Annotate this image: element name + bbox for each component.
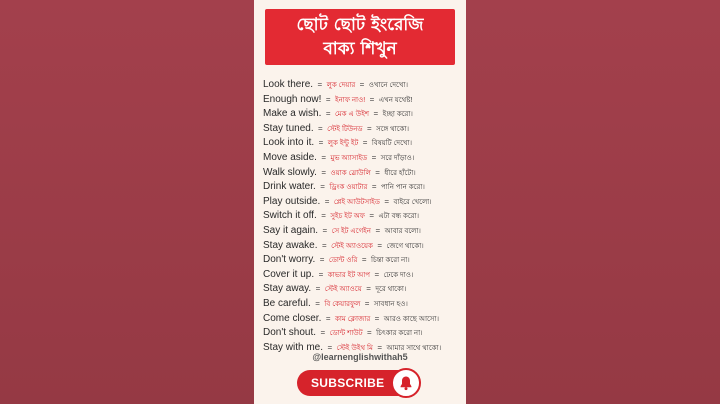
equals-sign: = (366, 284, 371, 294)
phrase-row (263, 149, 463, 164)
equals-sign: = (384, 196, 390, 206)
bengali-meaning: ইচ্ছা করো। (382, 111, 413, 119)
phrase-row (263, 193, 463, 208)
video-frame[interactable] (254, 0, 466, 404)
english-phrase: Look there. (263, 79, 314, 90)
equals-sign: = (318, 269, 324, 279)
english-phrase: Stay tuned. (263, 122, 314, 134)
pronunciation: কাভার ইট আপ (327, 271, 371, 279)
equals-sign: = (327, 342, 333, 352)
phrase-row (263, 178, 463, 193)
right-background-panel (466, 0, 720, 404)
english-phrase: Come closer. (263, 312, 322, 324)
equals-sign: = (373, 109, 379, 119)
equals-sign: = (315, 284, 321, 294)
phrase-row (263, 91, 463, 106)
equals-sign: = (324, 196, 330, 206)
title-banner (265, 9, 455, 65)
equals-sign: = (317, 80, 323, 89)
equals-sign: = (320, 182, 325, 192)
phrase-row (263, 134, 463, 149)
title-line-2: বাক্য শিখুন (323, 39, 397, 59)
english-phrase: Cover it up. (263, 268, 315, 280)
pronunciation: সুইচ ইট অফ (330, 213, 365, 221)
phrase-row (263, 237, 463, 252)
bell-icon (398, 375, 414, 391)
bengali-meaning: পানি পান করো। (380, 184, 425, 192)
pronunciation: স্টেই টিউনড (327, 125, 363, 133)
pronunciation: কাম ক্লোজার (334, 315, 371, 323)
english-phrase: Move aside. (263, 151, 317, 163)
equals-sign: = (364, 298, 370, 308)
bengali-meaning: ঢেকে দাও। (383, 271, 414, 279)
pronunciation: ডোন্ট শাউট (329, 330, 363, 338)
subscribe-label: SUBSCRIBE (311, 376, 385, 390)
pronunciation: ড্রিংক ওয়াটার (329, 184, 368, 192)
pronunciation: লুক দেয়ার (326, 82, 356, 89)
bengali-meaning: আরও কাছে আসো। (383, 315, 439, 323)
english-phrase: Make a wish. (263, 108, 322, 120)
notification-bell-button[interactable] (391, 368, 421, 398)
equals-sign: = (321, 240, 327, 250)
equals-sign: = (369, 94, 375, 104)
equals-sign: = (321, 167, 327, 177)
equals-sign: = (359, 80, 365, 89)
phrase-row (263, 164, 463, 179)
bengali-meaning: ধীরে হাঁটো। (384, 169, 416, 177)
phrase-row (263, 295, 463, 310)
equals-sign: = (377, 240, 383, 250)
equals-sign: = (325, 109, 331, 119)
pronunciation: স্টেই অ্যাওয়েক (331, 242, 373, 250)
bengali-meaning: বাইরে খেলো। (393, 198, 432, 206)
phrase-row (263, 222, 463, 237)
pronunciation: মুভ অ্যাসাইড (330, 154, 368, 162)
equals-sign: = (325, 94, 331, 104)
english-phrase: Don't shout. (263, 327, 317, 339)
bengali-meaning: সরে দাঁড়াও। (380, 154, 415, 162)
bengali-meaning: সঙ্গে থাকো। (376, 125, 409, 133)
equals-sign: = (320, 328, 326, 338)
bengali-meaning: এটা বন্ধ করো। (378, 213, 420, 221)
pronunciation: প্লেই আউটসাইড (333, 198, 380, 206)
equals-sign: = (318, 123, 323, 133)
equals-sign: = (319, 255, 325, 265)
english-phrase: Stay away. (263, 283, 312, 295)
phrase-row (263, 251, 463, 266)
equals-sign: = (371, 152, 377, 162)
bengali-meaning: এখন যথেষ্ট! (378, 96, 413, 104)
english-phrase: Don't worry. (263, 254, 316, 266)
equals-sign: = (375, 225, 381, 235)
english-phrase: Enough now! (263, 93, 322, 105)
phrase-row (263, 76, 463, 91)
pronunciation: বি কেয়ারফুল (324, 300, 361, 308)
pronunciation: ওয়াক স্লোউলি (330, 169, 371, 177)
english-phrase: Play outside. (263, 195, 321, 207)
equals-sign: = (374, 313, 380, 323)
pronunciation: ইনাফ নাও! (334, 96, 366, 104)
phrase-row (263, 207, 463, 222)
pronunciation: লুক ইন্টু ইট (327, 140, 359, 148)
english-phrase: Be careful. (263, 297, 311, 309)
pronunciation: স্টেই উইথ মি (336, 344, 373, 352)
equals-sign: = (321, 152, 327, 162)
equals-sign: = (321, 211, 326, 221)
bengali-meaning: আমার সাথে থাকো। (386, 344, 442, 352)
equals-sign: = (318, 138, 324, 148)
bengali-meaning: ওখানে দেখো। (368, 82, 408, 89)
phrase-row (263, 324, 463, 339)
equals-sign: = (322, 225, 328, 235)
left-background-panel (0, 0, 254, 404)
phrase-row (263, 120, 463, 135)
pronunciation: সে ইট এগেইন (331, 227, 371, 235)
equals-sign: = (315, 298, 320, 308)
pronunciation: ডোন্ট ওরি (328, 257, 358, 265)
equals-sign: = (374, 269, 380, 279)
english-phrase: Look into it. (263, 137, 315, 149)
bengali-meaning: সাবধান হও। (373, 300, 408, 308)
equals-sign: = (375, 167, 380, 177)
phrase-list (263, 76, 463, 353)
equals-sign: = (362, 138, 368, 148)
equals-sign: = (361, 255, 367, 265)
title-line-1: ছোট ছোট ইংরেজি (296, 15, 424, 35)
bengali-meaning: দূরে থাকো। (375, 286, 407, 294)
english-phrase: Say it again. (263, 224, 319, 236)
english-phrase: Switch it off. (263, 210, 317, 222)
bengali-meaning: বিষয়টি দেখো। (371, 140, 413, 148)
english-phrase: Drink water. (263, 181, 316, 193)
bengali-meaning: চিৎকার করো না। (376, 330, 423, 338)
bengali-meaning: আবার বলো। (384, 227, 421, 235)
channel-handle: @learnenglishwithah5 (312, 352, 408, 362)
pronunciation: মেক এ উইশ (334, 111, 370, 119)
equals-sign: = (367, 123, 372, 133)
equals-sign: = (367, 328, 372, 338)
equals-sign: = (377, 342, 382, 352)
equals-sign: = (325, 313, 331, 323)
equals-sign: = (371, 182, 377, 192)
english-phrase: Stay awake. (263, 239, 318, 251)
equals-sign: = (369, 211, 375, 221)
bengali-meaning: জেগে থাকো। (386, 242, 424, 250)
pronunciation: স্টেই অ্যাওয়ে (324, 286, 362, 294)
bengali-meaning: চিন্তা করো না। (370, 257, 410, 265)
english-phrase: Stay with me. (263, 341, 324, 353)
english-phrase: Walk slowly. (263, 166, 317, 178)
